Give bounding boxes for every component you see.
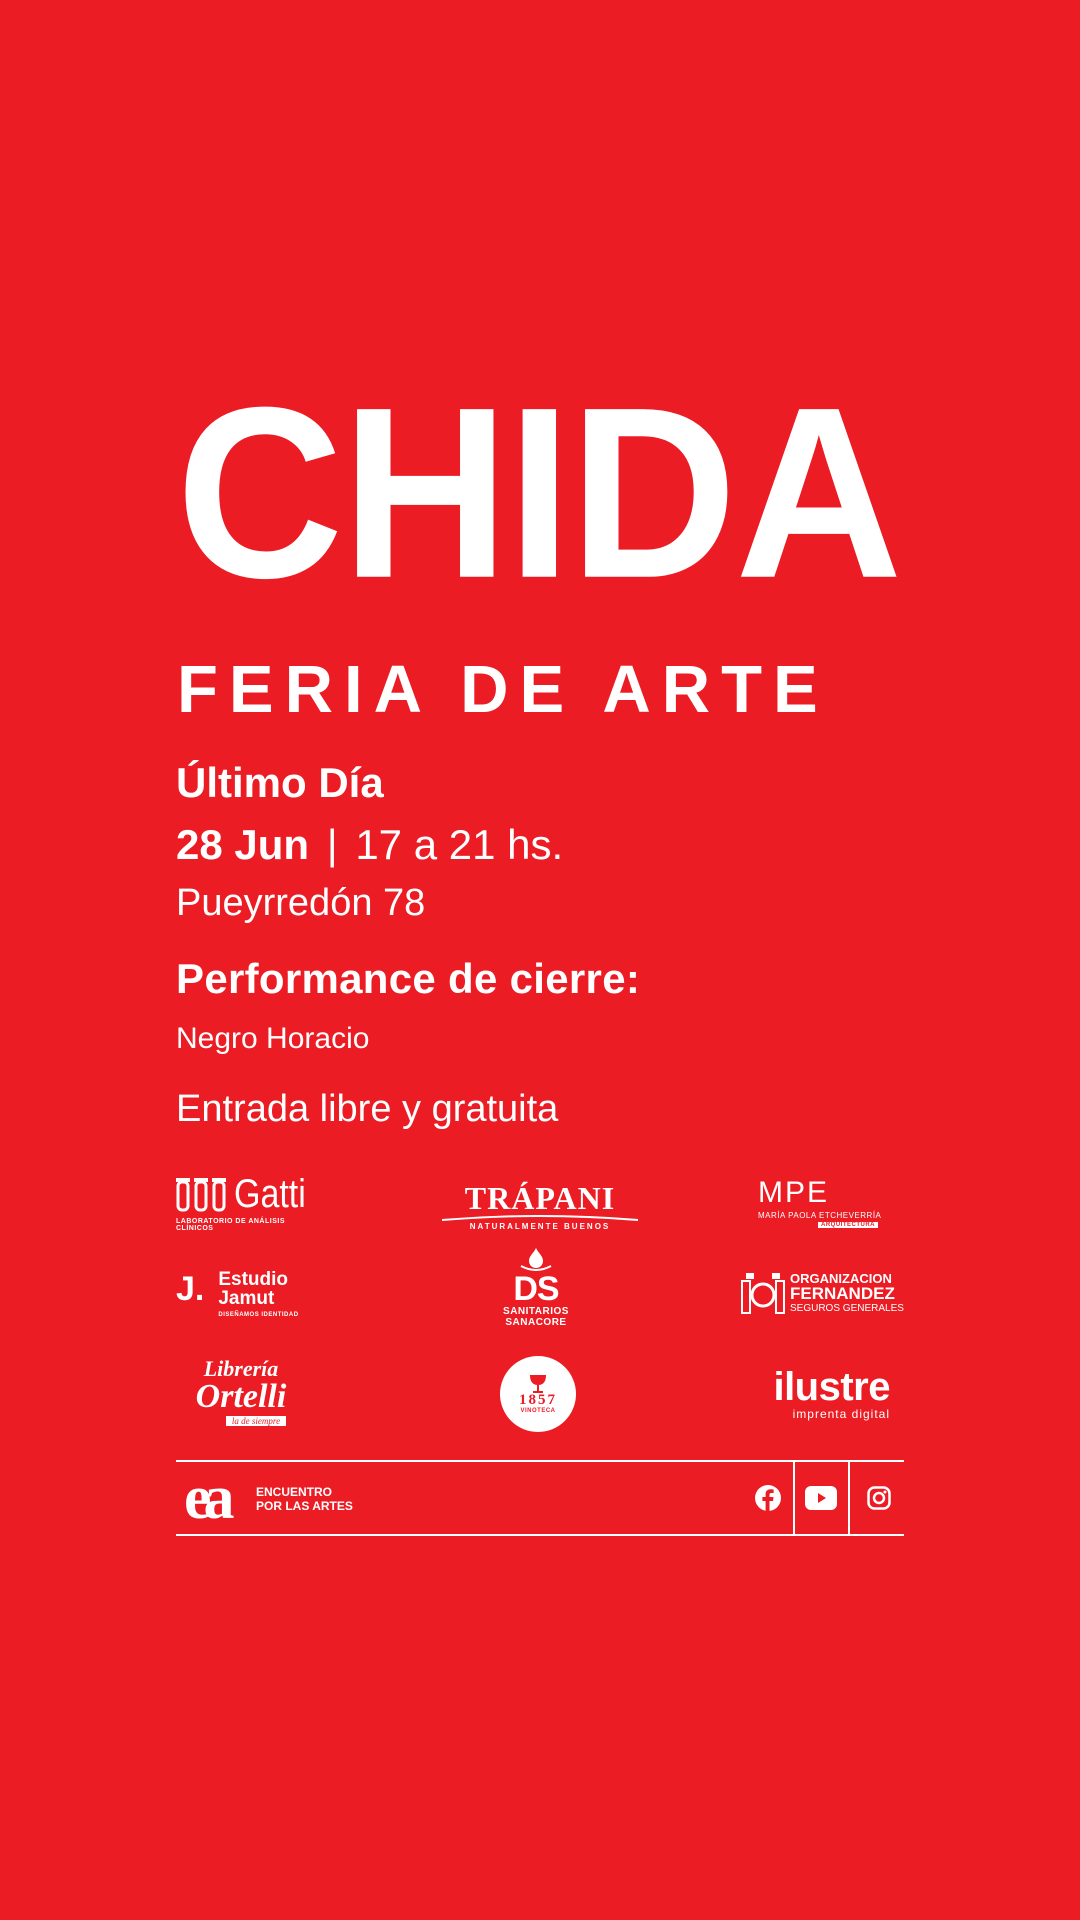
- sanacore-name: DS: [513, 1270, 559, 1308]
- youtube-icon[interactable]: [801, 1478, 841, 1518]
- event-title: CHIDA: [176, 357, 901, 630]
- mpe-tagline2: ARQUITECTURA: [818, 1222, 878, 1228]
- fernandez-line2: FERNANDEZ: [790, 1284, 895, 1304]
- encuentro-name: [256, 1486, 353, 1514]
- date-separator: |: [326, 821, 338, 868]
- jamut-letter: J.: [176, 1270, 205, 1308]
- footer-bottom-rule: [176, 1534, 904, 1536]
- date-line: [176, 821, 564, 868]
- performance-label: Performance de cierre:: [176, 955, 641, 1002]
- vinoteca-label: VINOTECA: [520, 1407, 556, 1414]
- encuentro-logo: [184, 1464, 248, 1532]
- sponsor-ortelli: [186, 1352, 296, 1432]
- fernandez-crest-icon: [740, 1271, 786, 1315]
- sponsor-fernandez: [740, 1268, 906, 1318]
- vinoteca-year: 1857: [519, 1391, 557, 1408]
- encuentro-logo-mark: ea: [184, 1464, 227, 1532]
- footer-divider-2: [848, 1462, 850, 1534]
- trapani-name: TRÁPANI: [464, 1179, 616, 1216]
- sanacore-line1: SANITARIOS: [503, 1306, 569, 1317]
- sponsor-sanacore: [496, 1246, 576, 1330]
- last-day-label: Último Día: [176, 759, 384, 806]
- ortelli-line1: Librería: [203, 1356, 279, 1381]
- test-tubes-icon: [176, 1176, 228, 1212]
- event-hours: 17 a 21 hs.: [355, 821, 564, 868]
- footer-divider-1: [793, 1462, 795, 1534]
- sponsor-jamut: [176, 1270, 316, 1324]
- encuentro-line2: POR LAS ARTES: [256, 1498, 353, 1513]
- mpe-tagline: MARÍA PAOLA ETCHEVERRÍA: [758, 1211, 882, 1220]
- entry-info: Entrada libre y gratuita: [176, 1088, 559, 1130]
- encuentro-line1: ENCUENTRO: [256, 1485, 333, 1499]
- event-address: Pueyrredón 78: [176, 882, 426, 924]
- ilustre-tagline: imprenta digital: [792, 1406, 890, 1421]
- ortelli-tagline: la de siempre: [226, 1416, 286, 1426]
- wine-glass-icon: [528, 1375, 548, 1393]
- water-drop-icon: [519, 1248, 553, 1272]
- performer-name: Negro Horacio: [176, 1022, 370, 1055]
- event-subtitle: FERIA DE ARTE: [177, 652, 829, 727]
- jamut-tagline: DISEÑAMOS IDENTIDAD: [218, 1312, 299, 1318]
- fernandez-line1: ORGANIZACION: [790, 1270, 892, 1286]
- sanacore-line2: SANACORE: [505, 1317, 567, 1328]
- gatti-tagline: LABORATORIO DE ANÁLISIS CLÍNICOS: [176, 1218, 285, 1232]
- fernandez-line3: SEGUROS GENERALES: [790, 1303, 904, 1315]
- ilustre-name: ilustre: [773, 1364, 890, 1409]
- sponsor-gatti: [176, 1172, 316, 1232]
- event-date: 28 Jun: [176, 821, 310, 868]
- sponsor-ilustre: [756, 1364, 890, 1424]
- sponsor-mpe: [758, 1176, 898, 1230]
- jamut-line2: Jamut: [218, 1288, 275, 1309]
- jamut-line1: Estudio: [218, 1269, 289, 1290]
- trapani-tagline: NATURALMENTE BUENOS: [469, 1221, 611, 1231]
- trapani-swoosh-icon: [442, 1214, 638, 1222]
- sponsor-vinoteca: [500, 1356, 576, 1432]
- ortelli-line2: Ortelli: [195, 1378, 287, 1415]
- sponsor-trapani: [442, 1180, 638, 1232]
- mpe-name: MPE: [758, 1176, 830, 1209]
- facebook-icon[interactable]: [748, 1478, 788, 1518]
- gatti-name: Gatti: [234, 1172, 306, 1216]
- instagram-icon[interactable]: [859, 1478, 899, 1518]
